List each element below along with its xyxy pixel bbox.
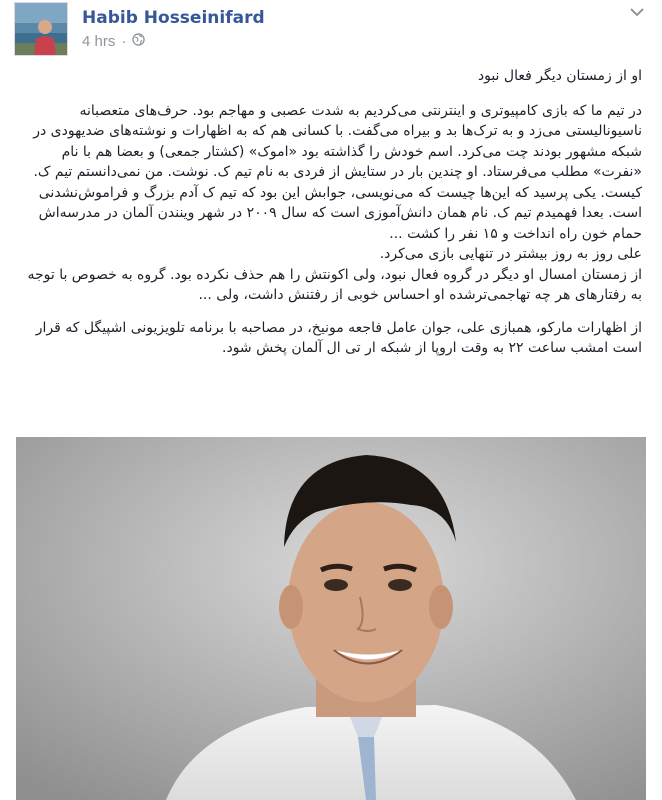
globe-icon[interactable] xyxy=(132,33,145,50)
post-title: او از زمستان دیگر فعال نبود xyxy=(477,68,642,84)
post-paragraph-2: علی روز به روز بیشتر در تنهایی بازی می‌کرد. xyxy=(379,246,642,262)
author-name[interactable]: Habib Hosseinifard xyxy=(82,8,265,28)
avatar[interactable] xyxy=(14,2,68,56)
post-text xyxy=(20,66,642,371)
chevron-down-icon[interactable] xyxy=(628,4,646,18)
post-meta xyxy=(82,33,145,50)
post-paragraph-4: از اظهارات مارکو، همبازی علی، جوان عامل فاجعه مونیخ، در مصاحبه با برنامه تلویزیونی اشپیگل که قرار است امشب ساعت ۲۲ به وقت اروپا از شبکه ار تی ال آلمان پخش شود. xyxy=(35,319,642,356)
meta-separator: · xyxy=(121,33,127,50)
post-header xyxy=(0,0,662,62)
post-timestamp[interactable]: 4 hrs xyxy=(82,33,116,50)
post-paragraph-3: از زمستان امسال او دیگر در گروه فعال نبود، ولی اکونتش را هم حذف نکرده بود. گروه به خصوص با توجه به رفتارهای هر چه تهاجمی‌ترشده او احساس خوبی از رفتنش داشت، ولی ... xyxy=(27,266,642,303)
post-paragraph-1: در تیم ما که بازی کامپیوتری و اینترنتی می‌کردیم به شدت عصبی و مهاجم بود. حرف‌های متعصبانه ناسیونالیستی می‌زد و به ترک‌ها بد و بیراه می‌گفت. با کسانی هم که به اظهارات و نوشته‌های ضدیهودی در شبکه مشهور بودند چت می‌کرد. اسم خودش را گذاشته بود «اموک» (کشتار جمعی) و بعضا هم با نام «نفرت» مطلب می‌فرستاد. او چندین بار در ستایش از فردی به نام تیم ک. نوشت. من نمی‌دانستم تیم ک. کیست. یکی پرسید که این‌ها چیست که می‌نویسی، جوابش این بود که تیم ک آدم بزرگ و فراموش‌نشدنی است. بعدا فهمیدم تیم ک. نام همان دانش‌آموزی است که سال ۲۰۰۹ در شهر وینندن آلمان در مدرسه‌اش حمام خون راه انداخت و ۱۵ نفر را کشت ... xyxy=(33,102,642,242)
post-photo[interactable] xyxy=(16,437,646,800)
